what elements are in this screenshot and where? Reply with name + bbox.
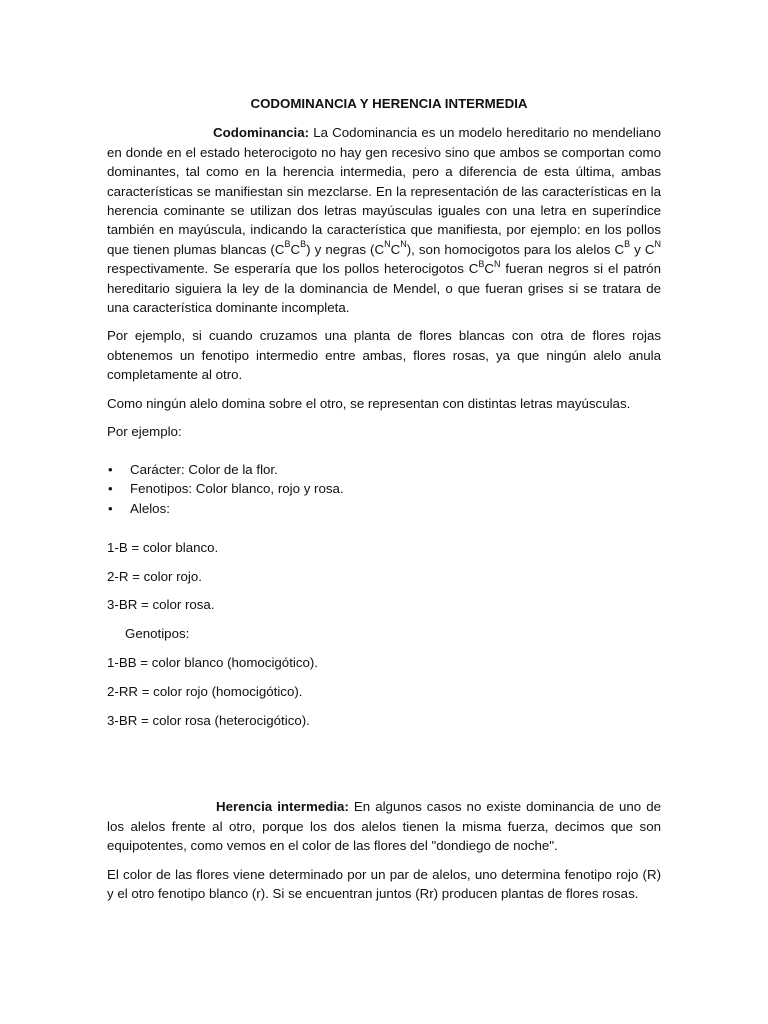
alelo-line: 3-BR = color rosa. [107,597,215,613]
alelo-line: 1-B = color blanco. [107,539,219,555]
herencia-intermedia-paragraph: Herencia intermedia: En algunos casos no existe dominancia de uno de los alelos frente al otro, porque los dos alelos tienen la misma fuerza, decimos que son equipotentes, como vemos en el color de las flores del "dondiego de noche". [107,799,661,854]
alelo-line: 2-R = color rojo. [107,568,202,584]
flower-color-paragraph: El color de las flores viene determinado por un par de alelos, uno determina fenotipo rojo (R) y el otro fenotipo blanco (r). Si se encuentran juntos (Rr) producen plantas de flores rosas. [107,866,661,901]
representation-paragraph: Como ningún alelo domina sobre el otro, se representan con distintas letras mayúsculas. [107,395,631,411]
bullet-icon: • [108,461,113,477]
herencia-intermedia-lead: Herencia intermedia: [216,799,349,815]
genotipos-heading: Genotipos: [125,626,190,642]
genotipo-line: 2-RR = color rojo (homocigótico). [107,683,303,699]
section-spacer [107,739,661,797]
bullet-icon: • [108,501,113,517]
codominancia-lead: Codominancia: [213,125,310,141]
document-title: CODOMINANCIA Y HERENCIA INTERMEDIA [250,96,528,111]
bullet-list [107,460,661,519]
example-paragraph: Por ejemplo, si cuando cruzamos una planta de flores blancas con otra de flores rojas obtenemos un fenotipo intermedio entre ambas, flores rosas, ya que ningún alelo anula completamente al otro. [107,328,661,383]
genotipo-line: 1-BB = color blanco (homocigótico). [107,654,319,670]
list-item: • Alelos: [107,499,661,518]
document-page [107,94,661,912]
por-ejemplo-label: Por ejemplo: [107,424,182,440]
codominancia-paragraph: Codominancia: La Codominancia es un modelo hereditario no mendeliano en donde en el estado heterocigoto no hay gen recesivo sino que ambos se comportan como dominantes, tal como en la herencia intermedia, pero a diferencia de esta última, ambas características se manifiestan sin mezclarse. En la representación de las características en la herencia cominante se utilizan dos letras mayúsculas iguales con una letra en superíndice también en mayúscula, indicando la característica que manifiesta, por ejemplo: en los pollos que tienen plumas blancas $(C^BC^B)$ y negras $(C^NC^N)$, son homocigotos para los alelos $C^B$ y $C^N$ respectivamente. Se esperaría que los pollos heterocigotos $C^BC^N$ fueran negros si el patrón hereditario siguiera la ley de la dominancia de Mendel, o que fueran grises si se tratara de una característica dominante incompleta. [107,125,661,316]
genotipo-line: 3-BR = color rosa (heterocigótico). [107,712,310,728]
list-item: • Carácter: Color de la flor. [107,460,661,479]
list-item: • Fenotipos: Color blanco, rojo y rosa. [107,479,661,498]
bullet-icon: • [108,481,113,497]
